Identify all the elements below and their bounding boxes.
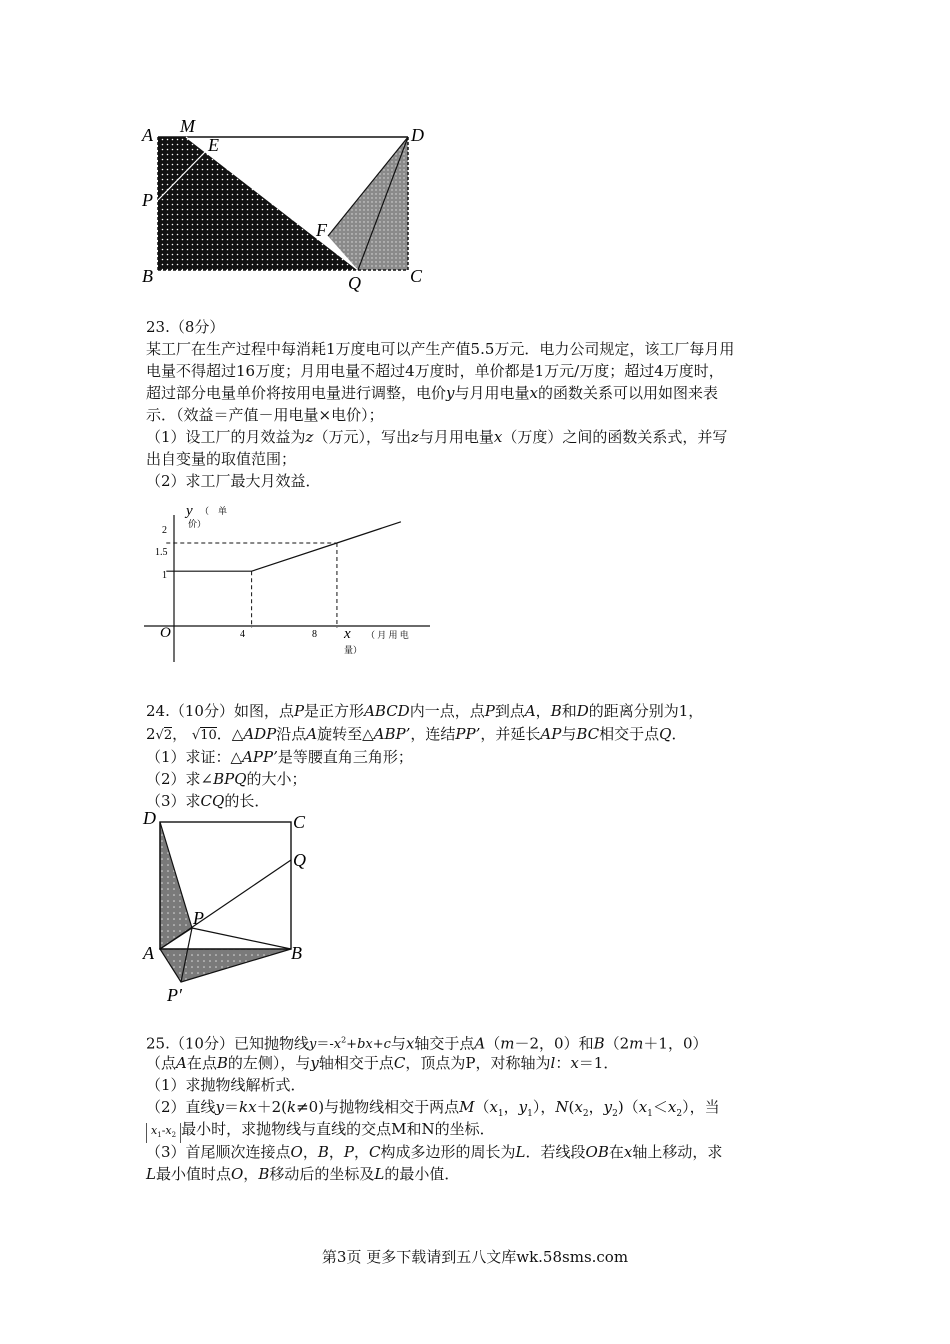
q24-part-3: （3）求CQ的长． xyxy=(146,792,270,810)
label-m: M xyxy=(180,116,195,136)
y-axis-note-1: （ 单 xyxy=(200,506,228,516)
q23-part-2: （2）求工厂最大月效益． xyxy=(146,472,321,490)
x-tick-8: 8 xyxy=(312,629,317,640)
parabola-equation: $y=-x^2+bx+c$ xyxy=(308,1036,391,1053)
label-p-prime: P′ xyxy=(167,985,182,1005)
q24-text-line-1: 24.（10分）如图，点P是正方形ABCD内一点，点P到点A，B和D的距离分别为1， xyxy=(146,702,704,720)
price-chart xyxy=(130,495,450,670)
q24-part-2: （2）求∠BPQ的大小； xyxy=(146,770,307,788)
label-q: Q xyxy=(348,273,361,293)
label-c: C xyxy=(410,266,423,286)
page-footer: 第3页 更多下载请到五八文库wk.58sms.com xyxy=(321,1248,629,1266)
q23-heading: 23.（8分） xyxy=(146,318,225,336)
label-q: Q xyxy=(293,850,306,870)
origin-label: O xyxy=(160,625,171,641)
q25-text-line-2: （点A在点B的左侧），与y轴相交于点C，顶点为P，对称轴为l：x＝1． xyxy=(146,1054,619,1072)
label-f: F xyxy=(316,220,327,240)
label-p: P xyxy=(142,190,153,210)
x-axis-note-2: 量） xyxy=(344,645,363,655)
q25-text-line-1: 25.（10分）已知抛物线$y=-x^2+bx+c$与x轴交于点A（m－2，0）和B（2m＋1，0） xyxy=(146,1034,708,1053)
y-tick-1-5: 1.5 xyxy=(155,547,168,558)
q23-part-1: （1）设工厂的月效益为z（万元），写出z与月用电量x（万度）之间的函数关系式，并写 xyxy=(146,428,728,446)
figure-square-abcd xyxy=(135,808,335,1008)
label-a: A xyxy=(142,125,153,145)
q25-part-2: （2）直线y＝kx＋2(k≠0)与抛物线相交于两点$M(x_1$，$y_1$），$N(x_2$，$y_2)(x_1<x_2)$，当 xyxy=(146,1098,720,1119)
q24-part-1: （1）求证：△APP’是等腰直角三角形； xyxy=(146,748,413,766)
x-axis-note-1: （ 月 用 电 xyxy=(366,630,409,640)
shaded-region-ampbq xyxy=(158,137,358,270)
y-tick-2: 2 xyxy=(162,525,167,536)
radical-2-sqrt-2: 2√2 xyxy=(146,725,173,743)
radical-sqrt-10: √10 xyxy=(191,728,217,743)
label-a: A xyxy=(143,943,154,963)
q23-text-line-3: 超过部分电量单价将按用电量进行调整，电价y与月用电量x的函数关系可以用如图来表 xyxy=(146,384,718,402)
x-tick-4: 4 xyxy=(240,629,245,640)
x-axis-label: x xyxy=(344,626,351,642)
segment-p-b xyxy=(192,928,291,949)
triangle-abp-prime xyxy=(160,949,291,982)
q25-part-3-cont: L最小值时点O，B移动后的坐标及L的最小值． xyxy=(146,1165,460,1183)
shaded-region-dfq xyxy=(328,137,408,270)
q23-part-1-cont: 出自变量的取值范围； xyxy=(146,450,297,468)
q25-part-1: （1）求抛物线解析式． xyxy=(146,1076,306,1094)
q25-part-3: （3）首尾顺次连接点O，B，P，C构成多边形的周长为L．若线段OB在x轴上移动，求 xyxy=(146,1143,723,1161)
q23-text-line-4: 示．（效益＝产值－用电量×电价）； xyxy=(146,406,384,424)
y-axis-note-2: 价） xyxy=(188,519,207,529)
q23-text-line-1: 某工厂在生产过程中每消耗1万度电可以产生产值5.5万元．电力公司规定，该工厂每月用 xyxy=(146,340,735,358)
figure-rectangle-abcd xyxy=(130,112,440,297)
label-e: E xyxy=(208,135,219,155)
q23-text-line-2: 电量不得超过16万度；月用电量不超过4万度时，单价都是1万元/万度；超过4万度时， xyxy=(146,362,724,380)
y-tick-1: 1 xyxy=(162,570,167,581)
label-b: B xyxy=(142,266,153,286)
price-series-line xyxy=(166,522,401,571)
y-axis-label: y xyxy=(186,503,193,519)
label-c: C xyxy=(293,812,306,832)
label-b: B xyxy=(291,943,302,963)
abs-x1-minus-x2: $x_1-x_2$ xyxy=(146,1123,181,1143)
q24-text-line-2: 2√2， √10．△ADP沿点A旋转至△ABP’，连结PP’，并延长AP与BC相交于点Q． xyxy=(146,725,687,743)
label-p: P xyxy=(193,908,204,928)
label-d: D xyxy=(143,808,156,828)
q25-part-2-cont: $x_1-x_2$ 最小时，求抛物线与直线的交点M和N的坐标． xyxy=(146,1118,495,1143)
label-d: D xyxy=(411,125,424,145)
